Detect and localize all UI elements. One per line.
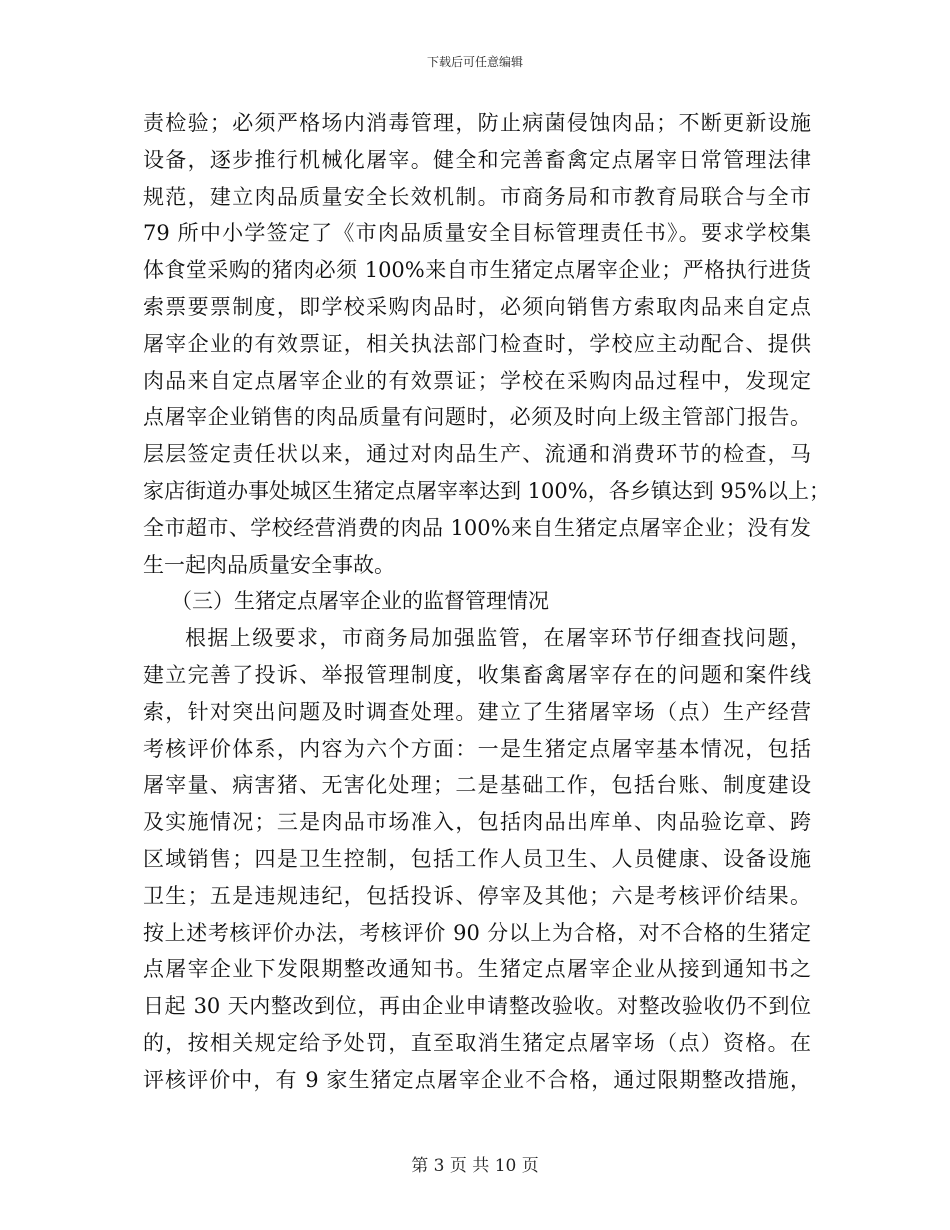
- text-line: 规范，建立肉品质量安全长效机制。市商务局和市教育局联合与全市: [143, 184, 811, 209]
- page-header: 下载后可任意编辑: [426, 55, 523, 69]
- text-line: 根据上级要求，市商务局加强监管，在屠宰环节仔细查找问题，: [185, 626, 811, 651]
- text-line: 全市超市、学校经营消费的肉品 100%来自生猪定点屠宰企业；没有发: [143, 515, 811, 540]
- text-line: 的，按相关规定给予处罚，直至取消生猪定点屠宰场（点）资格。在: [143, 1030, 811, 1055]
- text-line: 卫生；五是违规违纪，包括投诉、停宰及其他；六是考核评价结果。: [143, 883, 811, 908]
- text-line: 建立完善了投诉、举报管理制度，收集畜禽屠宰存在的问题和案件线: [143, 662, 811, 687]
- text-line: 责检验；必须严格场内消毒管理，防止病菌侵蚀肉品；不断更新设施: [143, 111, 811, 135]
- document-body: [143, 105, 831, 1099]
- text-line: 肉品来自定点屠宰企业的有效票证；学校在采购肉品过程中，发现定: [143, 368, 811, 393]
- text-line: 考核评价体系，内容为六个方面：一是生猪定点屠宰基本情况，包括: [143, 736, 811, 761]
- text-line: 体食堂采购的猪肉必须 100%来自市生猪定点屠宰企业；严格执行进货: [143, 258, 811, 283]
- text-line: 屠宰量、病害猪、无害化处理；二是基础工作，包括台账、制度建设: [143, 773, 811, 798]
- text-line: 屠宰企业的有效票证，相关执法部门检查时，学校应主动配合、提供: [143, 331, 811, 356]
- text-line: 及实施情况；三是肉品市场准入，包括肉品出库单、肉品验讫章、跨: [143, 810, 811, 835]
- text-line: 设备，逐步推行机械化屠宰。健全和完善畜禽定点屠宰日常管理法律: [143, 147, 811, 172]
- text-line: 区域销售；四是卫生控制，包括工作人员卫生、人员健康、设备设施: [143, 846, 811, 871]
- text-line: 层层签定责任状以来，通过对肉品生产、流通和消费环节的检查，马: [143, 442, 811, 467]
- text-line: 家店街道办事处城区生猪定点屠宰率达到 100%，各乡镇达到 95%以上；: [143, 478, 831, 503]
- text-line: 索，针对突出问题及时调查处理。建立了生猪屠宰场（点）生产经营: [143, 699, 811, 724]
- text-line: 按上述考核评价办法，考核评价 90 分以上为合格，对不合格的生猪定: [143, 920, 811, 945]
- text-line: 索票要票制度，即学校采购肉品时，必须向销售方索取肉品来自定点: [143, 294, 811, 319]
- text-line: 生一起肉品质量安全事故。: [143, 552, 395, 577]
- text-line: 点屠宰企业销售的肉品质量有问题时，必须及时向上级主管部门报告。: [143, 405, 811, 430]
- text-line: 评核评价中，有 9 家生猪定点屠宰企业不合格，通过限期整改措施，: [143, 1067, 811, 1092]
- page-footer: 第 3 页 共 10 页: [411, 1156, 539, 1176]
- text-line: 点屠宰企业下发限期整改通知书。生猪定点屠宰企业从接到通知书之: [143, 957, 811, 982]
- text-line: 日起 30 天内整改到位，再由企业申请整改验收。对整改验收仍不到位: [143, 994, 811, 1019]
- text-line: 79 所中小学签定了《市肉品质量安全目标管理责任书》。要求学校集: [143, 221, 811, 246]
- section-heading: （三）生猪定点屠宰企业的监督管理情况: [171, 589, 549, 614]
